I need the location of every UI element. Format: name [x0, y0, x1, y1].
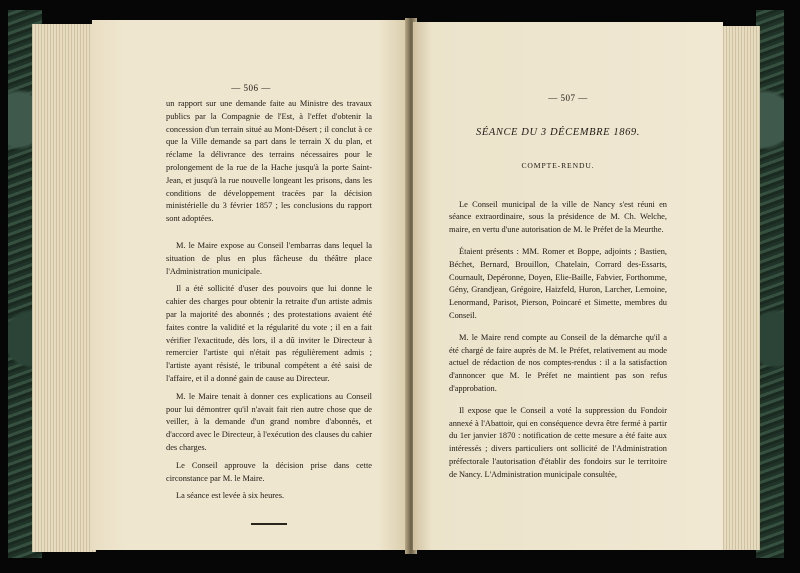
paragraph-concession: un rapport sur une demande faite au Ministre des travaux publics par la Compagnie de l'Est, à l'effet d'obtenir la concession d'un terrain situé au Mont-Désert ; il conclut à ce que la Ville demande sa part dans le terrain X du plan, et réclame la délivrance des terrains nécessaires pour le prolongement de la rue de la Hache jusqu'à la porte Saint-Jean, et jusqu'à la rue nouvelle longeant les prisons, dans les conditions de développement tracées par la décision ministérielle du 3 février 1857 ; les conclusions du rapport sont adoptées. — [166, 99, 372, 224]
paragraph-seance-levee: La séance est levée à six heures. — [176, 491, 285, 501]
right-cover-marbling — [756, 10, 784, 558]
closing-rule — [251, 523, 287, 525]
paragraph-reunion: Le Conseil municipal de la ville de Nancy s'est réuni en séance extraordinaire, sous la présidence de M. Ch. Welche, maire, en vertu d'une autorisation de M. le Préfet de la Meurthe. — [449, 199, 667, 235]
left-page — [92, 20, 410, 550]
page-number-right: — 507 — — [548, 93, 588, 103]
right-page-text — [449, 127, 667, 482]
paragraph-explications: M. le Maire tenait à donner ces explications au Conseil pour lui démontrer qu'il n'avait fait rien autre chose que de veiller, à la demande d'un grand nombre d'abonnés, et d'accord avec le Directeur, à l'exécution des clauses du cahier des charges. — [166, 391, 372, 452]
section-subheading: COMPTE-RENDU. — [521, 160, 595, 170]
paragraph-presents: Étaient présents : MM. Romer et Boppe, adjoints ; Bastien, Béchet, Bernard, Brouillon, Chatelain, Corrard des-Essarts, Cournault, Depéronne, Doyen, Elie-Baille, Fabvier, Forthomme, Gény, Grandjean, Grégoire, Haizfeld, Huron, Larcher, Lemoine, Lenormand, Parisot, Pierson, Poincaré et Simette, membres du Conseil. — [449, 246, 667, 320]
left-page-block-edge — [32, 24, 96, 552]
right-page — [413, 22, 723, 550]
session-heading: SÉANCE DU 3 DÉCEMBRE 1869. — [475, 127, 641, 138]
paragraph-theatre: M. le Maire expose au Conseil l'embarras dans lequel la situation de plus en plus fâcheuse du théâtre place l'Administration municipale. — [166, 240, 372, 276]
page-number-left: — 506 — — [231, 83, 271, 93]
paragraph-demarche: M. le Maire rend compte au Conseil de la démarche qu'il a été chargé de faire auprès de M. le Préfet, relativement au mode actuel de rédaction de nos comptes-rendus : il a la satisfaction d'annoncer que M. le Préfet ne maintient pas son refus d'approbation. — [449, 332, 667, 393]
left-page-text — [166, 98, 372, 525]
right-page-block-edge — [720, 26, 760, 550]
paragraph-approbation: Le Conseil approuve la décision prise dans cette circonstance par M. le Maire. — [166, 460, 372, 483]
paragraph-artiste: Il a été sollicité d'user des pouvoirs que lui donne le cahier des charges pour obtenir la retraite d'un artiste admis par la majorité des abonnés ; des protestations avaient été faites contre la validité et la régularité du vote ; il en a fait vérifier l'exactitude, dès lors, il a dû inviter le Directeur à remercier l'artiste qui n'était pas régulièrement admis ; l'artiste ayant résisté, le tribunal compétent a été saisi de l'affaire, et il a donné gain de cause au Directeur. — [166, 284, 372, 383]
paragraph-fondoir: Il expose que le Conseil a voté la suppression du Fondoir annexé à l'Abattoir, qui en conséquence devra être fermé à partir du 1er janvier 1870 : notification de cette mesure a été faite aux intéressés ; divers particuliers ont sollicité de l'Administration préfectorale l'autorisation d'établir des fondoirs sur le territoire de Nancy. L'Administration municipale consultée, — [449, 405, 667, 479]
